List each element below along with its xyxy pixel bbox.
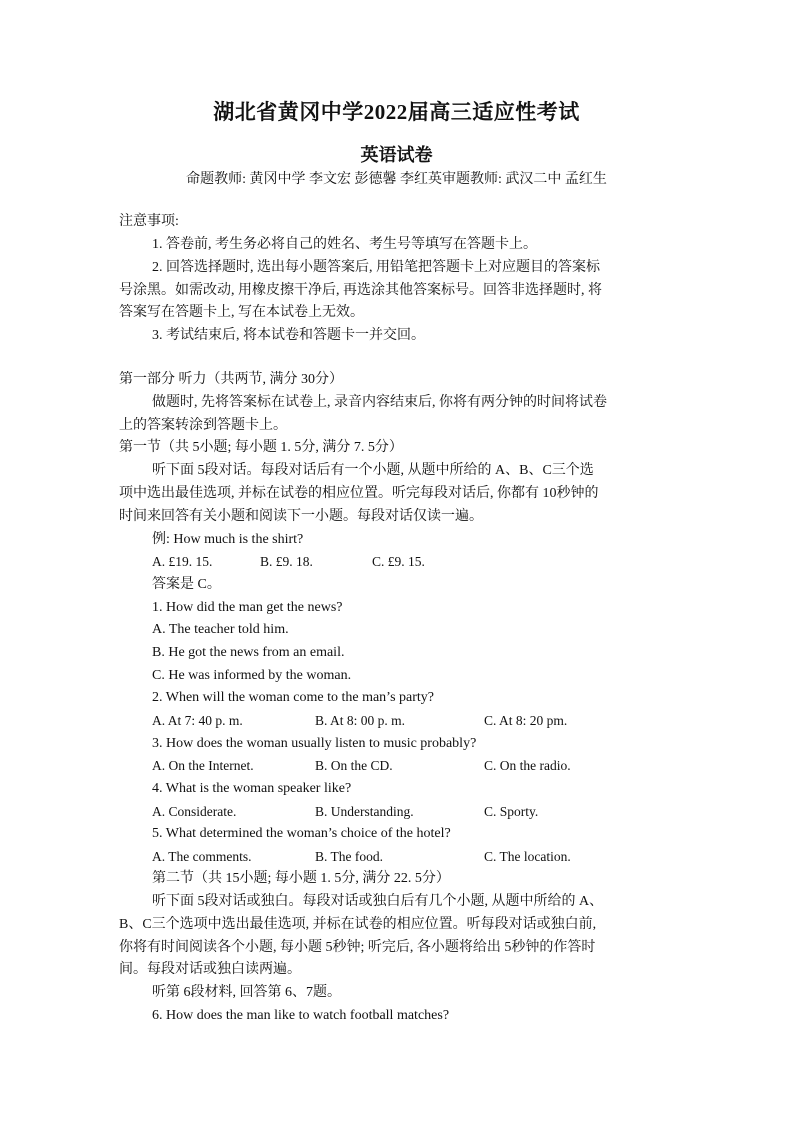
notice-item-2-line-3: 答案写在答题卡上, 写在本试卷上无效。 xyxy=(119,305,364,320)
part1-heading: 第一部分 听力（共两节, 满分 30分） xyxy=(119,372,343,387)
question-1-option-c: C. He was informed by the woman. xyxy=(152,668,352,683)
notice-item-2-line-2: 号涂黑。如需改动, 用橡皮擦干净后, 再选涂其他答案标号。回答非选择题时, 将 xyxy=(119,283,602,298)
example-option-b: B. £9. 18. xyxy=(260,554,313,569)
section1-instructions-line-2: 项中选出最佳选项, 并标在试卷的相应位置。听完每段对话后, 你都有 10秒钟的 xyxy=(119,486,599,501)
section2-instructions-line-2: B、C三个选项中选出最佳选项, 并标在试卷的相应位置。听每段对话或独白前, xyxy=(119,917,597,932)
example-question: 例: How much is the shirt? xyxy=(152,532,304,547)
question-2: 2. When will the woman come to the man’s party? xyxy=(152,690,435,705)
question-1-option-b: B. He got the news from an email. xyxy=(152,645,345,660)
notice-item-2-line-1: 2. 回答选择题时, 选出每小题答案后, 用铅笔把答题卡上对应题目的答案标 xyxy=(152,260,600,275)
section1-heading: 第一节（共 5小题; 每小题 1. 5分, 满分 7. 5分） xyxy=(119,440,403,455)
section2-instructions-line-3: 你将有时间阅读各个小题, 每小题 5秒钟; 听完后, 各小题将给出 5秒钟的作答时 xyxy=(119,940,596,955)
part1-intro-line-2: 上的答案转涂到答题卡上。 xyxy=(119,418,287,433)
question-4-option-a: A. Considerate. xyxy=(152,804,237,819)
question-4: 4. What is the woman speaker like? xyxy=(152,781,352,796)
question-2-option-c: C. At 8: 20 pm. xyxy=(484,713,568,728)
question-4-option-b: B. Understanding. xyxy=(315,804,414,819)
question-1-option-a: A. The teacher told him. xyxy=(152,622,289,637)
question-5-option-c: C. The location. xyxy=(484,849,571,864)
question-1: 1. How did the man get the news? xyxy=(152,600,343,615)
section1-instructions-line-1: 听下面 5段对话。每段对话后有一个小题, 从题中所给的 A、B、C三个选 xyxy=(152,463,594,478)
notice-heading: 注意事项: xyxy=(119,214,179,229)
question-5: 5. What determined the woman’s choice of the hotel? xyxy=(152,826,451,841)
exam-subtitle: 英语试卷 xyxy=(360,145,433,165)
material-6-instruction: 听第 6段材料, 回答第 6、7题。 xyxy=(152,985,341,1000)
question-5-option-a: A. The comments. xyxy=(152,849,252,864)
example-option-a: A. £19. 15. xyxy=(152,554,213,569)
question-3-option-a: A. On the Internet. xyxy=(152,758,254,773)
section2-instructions-line-4: 间。每段对话或独白读两遍。 xyxy=(119,962,301,977)
question-3: 3. How does the woman usually listen to music probably? xyxy=(152,736,477,751)
example-answer: 答案是 C。 xyxy=(152,577,221,592)
question-2-option-a: A. At 7: 40 p. m. xyxy=(152,713,243,728)
notice-item-3: 3. 考试结束后, 将本试卷和答题卡一并交回。 xyxy=(152,328,425,343)
question-2-option-b: B. At 8: 00 p. m. xyxy=(315,713,406,728)
question-3-option-b: B. On the CD. xyxy=(315,758,393,773)
question-6: 6. How does the man like to watch football matches? xyxy=(152,1008,450,1023)
exam-title: 湖北省黄冈中学2022届高三适应性考试 xyxy=(213,100,580,124)
question-3-option-c: C. On the radio. xyxy=(484,758,571,773)
question-4-option-c: C. Sporty. xyxy=(484,804,539,819)
question-5-option-b: B. The food. xyxy=(315,849,383,864)
authors-line: 命题教师: 黄冈中学 李文宏 彭德馨 李红英审题教师: 武汉二中 孟红生 xyxy=(186,172,607,187)
section2-heading: 第二节（共 15小题; 每小题 1. 5分, 满分 22. 5分） xyxy=(152,871,450,886)
section2-instructions-line-1: 听下面 5段对话或独白。每段对话或独白后有几个小题, 从题中所给的 A、 xyxy=(152,894,604,909)
part1-intro-line-1: 做题时, 先将答案标在试卷上, 录音内容结束后, 你将有两分钟的时间将试卷 xyxy=(152,395,607,410)
section1-instructions-line-3: 时间来回答有关小题和阅读下一小题。每段对话仅读一遍。 xyxy=(119,509,483,524)
example-option-c: C. £9. 15. xyxy=(372,554,425,569)
notice-item-1: 1. 答卷前, 考生务必将自己的姓名、考生号等填写在答题卡上。 xyxy=(152,237,537,252)
